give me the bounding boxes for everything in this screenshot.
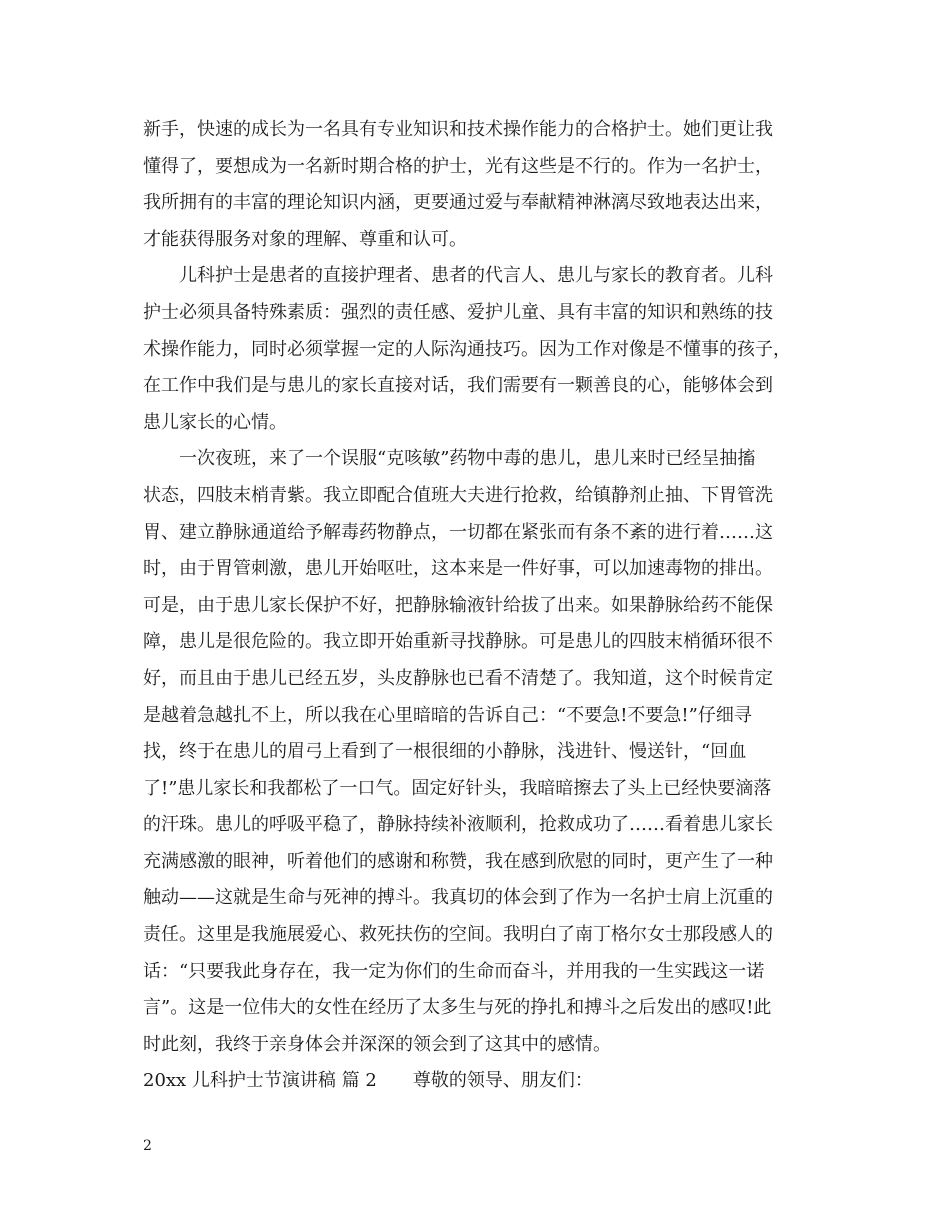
text-line: 懂得了，要想成为一名新时期合格的护士，光有这些是不行的。作为一名护士， bbox=[143, 155, 773, 177]
text-line: 新手，快速的成长为一名具有专业知识和技术操作能力的合格护士。她们更让我 bbox=[143, 119, 773, 140]
page-number: 2 bbox=[143, 1138, 152, 1154]
paragraph-3 bbox=[143, 441, 823, 1063]
text-line: 在工作中我们是与患儿的家长直接对话，我们需要有一颗善良的心，能够体会到 bbox=[143, 375, 773, 397]
text-line: 障，患儿是很危险的。我立即开始重新寻找静脉。可是患儿的四肢末梢循环很不 bbox=[143, 631, 773, 653]
text-line: 一次夜班，来了一个误服“克咳敏”药物中毒的患儿，患儿来时已经呈抽搐 bbox=[143, 448, 756, 470]
paragraph-2 bbox=[143, 258, 823, 441]
text-line: 时，由于胃管刺激，患儿开始呕吐，这本来是一件好事，可以加速毒物的排出。 bbox=[143, 558, 773, 580]
text-line: 状态，四肢末梢青紫。我立即配合值班大夫进行抢救，给镇静剂止抽、下胃管洗 bbox=[143, 484, 773, 506]
text-line: 才能获得服务对象的理解、尊重和认可。 bbox=[143, 228, 467, 250]
text-line: 触动——这就是生命与死神的搏斗。我真切的体会到了作为一名护士肩上沉重的 bbox=[143, 887, 773, 909]
section-title: 20xx 儿科护士节演讲稿 篇 2 bbox=[143, 1070, 377, 1092]
text-line: 可是，由于患儿家长保护不好，把静脉输液针给拔了出来。如果静脉给药不能保 bbox=[143, 594, 773, 616]
text-line: 患儿家长的心情。 bbox=[143, 411, 287, 433]
text-line: 时此刻，我终于亲身体会并深深的领会到了这其中的感情。 bbox=[143, 1033, 611, 1055]
section-heading bbox=[143, 1063, 823, 1100]
text-line: 话：“只要我此身存在，我一定为你们的生命而奋斗，并用我的一生实践这一诺 bbox=[143, 960, 765, 982]
text-line: 充满感激的眼神，听着他们的感谢和称赞，我在感到欣慰的同时，更产生了一种 bbox=[143, 850, 773, 872]
text-line: 护士必须具备特殊素质：强烈的责任感、爱护儿童、具有丰富的知识和熟练的技 bbox=[143, 301, 773, 323]
document-body bbox=[143, 112, 823, 1100]
salutation: 尊敬的领导、朋友们： bbox=[412, 1070, 593, 1092]
text-line: 儿科护士是患者的直接护理者、患者的代言人、患儿与家长的教育者。儿科 bbox=[143, 265, 773, 287]
text-line: 的汗珠。患儿的呼吸平稳了，静脉持续补液顺利，抢救成功了……看着患儿家长 bbox=[143, 814, 773, 836]
text-line: 责任。这里是我施展爱心、救死扶伤的空间。我明白了南丁格尔女士那段感人的 bbox=[143, 924, 773, 946]
text-line: 术操作能力，同时必须掌握一定的人际沟通技巧。因为工作对像是不懂事的孩子， bbox=[143, 338, 791, 360]
text-line: 找，终于在患儿的眉弓上看到了一根很细的小静脉，浅进针、慢送针，“回血 bbox=[143, 741, 747, 763]
text-line: 言”。这是一位伟大的女性在经历了太多生与死的挣扎和搏斗之后发出的感叹!此 bbox=[143, 997, 772, 1019]
text-line: 了!”患儿家长和我都松了一口气。固定好针头，我暗暗擦去了头上已经快要滴落 bbox=[143, 777, 772, 799]
paragraph-1 bbox=[143, 112, 823, 258]
text-line: 好，而且由于患儿已经五岁，头皮静脉也已看不清楚了。我知道，这个时候肯定 bbox=[143, 667, 773, 689]
text-line: 我所拥有的丰富的理论知识内涵，更要通过爱与奉献精神淋漓尽致地表达出来， bbox=[143, 192, 773, 214]
text-line: 是越着急越扎不上，所以我在心里暗暗的告诉自己：“不要急!不要急!”仔细寻 bbox=[143, 704, 752, 726]
text-line: 胃、建立静脉通道给予解毒药物静点，一切都在紧张而有条不紊的进行着……这 bbox=[143, 521, 773, 543]
